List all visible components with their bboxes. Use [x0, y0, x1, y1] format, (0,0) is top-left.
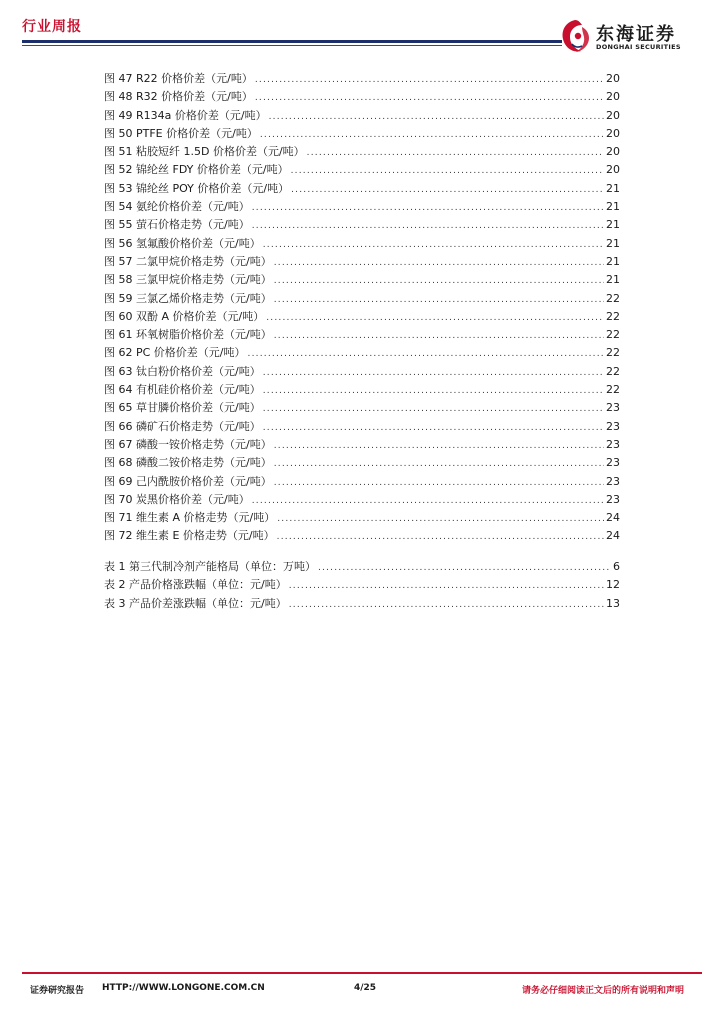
toc-figure-entry-page-number: 20	[606, 126, 620, 140]
dot-leader	[291, 181, 604, 199]
company-logo	[556, 18, 706, 58]
toc-figure-entry[interactable]	[104, 107, 620, 125]
toc-figure-entry[interactable]	[104, 491, 620, 509]
toc-figure-entry-page-number: 21	[606, 200, 620, 214]
toc-figure-entry-page-number: 20	[606, 90, 620, 104]
toc-figure-entry-page-number: 23	[606, 492, 620, 506]
toc-figure-entry-label: 图 67 磷酸一铵价格走势（元/吨）	[104, 437, 272, 451]
dot-leader	[260, 126, 604, 144]
footer-report-type: 证券研究报告	[30, 986, 85, 996]
dot-leader	[263, 382, 604, 400]
toc-figure-entry-page-number: 22	[606, 328, 620, 342]
dot-leader	[289, 596, 604, 614]
toc-figure-entry[interactable]	[104, 198, 620, 216]
toc-figure-entry[interactable]	[104, 344, 620, 362]
dot-leader	[263, 364, 604, 382]
toc-table-entry-page-number: 6	[613, 560, 620, 573]
toc-table-entry[interactable]	[104, 576, 620, 594]
dot-leader	[263, 419, 604, 437]
toc-figure-entry-page-number: 20	[606, 72, 620, 85]
toc-figure-entry[interactable]	[104, 308, 620, 326]
toc-figure-entry-label: 图 60 双酚 A 价格价差（元/吨）	[104, 309, 265, 323]
toc-figure-entry-label: 图 70 炭黑价格价差（元/吨）	[104, 492, 250, 506]
toc-figure-entry[interactable]	[104, 363, 620, 381]
dot-leader	[277, 510, 604, 528]
report-type-tag: 行业周报	[22, 19, 82, 35]
toc-figure-entry-page-number: 21	[606, 254, 620, 268]
toc-figure-entry[interactable]	[104, 509, 620, 527]
dot-leader	[274, 254, 604, 272]
toc-figure-entry-page-number: 24	[606, 511, 620, 525]
toc-figure-entry[interactable]	[104, 381, 620, 399]
toc-figure-entry-page-number: 23	[606, 437, 620, 451]
footer-disclaimer: 请务必仔细阅读正文后的所有说明和声明	[522, 986, 685, 996]
toc-figure-entry[interactable]	[104, 161, 620, 179]
footer-rule	[22, 972, 702, 974]
toc-figure-entry-label: 图 72 维生素 E 价格走势（元/吨）	[104, 529, 275, 543]
toc-figure-entry[interactable]	[104, 326, 620, 344]
toc-figure-entry-page-number: 21	[606, 218, 620, 232]
dot-leader	[274, 437, 604, 455]
footer-page-number: 4/25	[354, 983, 377, 993]
toc-figure-entry-page-number: 23	[606, 419, 620, 433]
toc-figure-entry-label: 图 71 维生素 A 价格走势（元/吨）	[104, 511, 276, 525]
toc-figure-entry-page-number: 23	[606, 456, 620, 470]
dot-leader	[263, 400, 604, 418]
dot-leader	[252, 217, 604, 235]
toc-figure-entry[interactable]	[104, 271, 620, 289]
toc-figure-entry-label: 图 61 环氧树脂价格价差（元/吨）	[104, 328, 272, 342]
toc-table-entry-label: 表 3 产品价差涨跌幅（单位：元/吨）	[104, 596, 287, 610]
header-rule-red	[22, 45, 562, 46]
footer-website-link[interactable]: HTTP://WWW.LONGONE.COM.CN	[102, 983, 265, 993]
toc-figure-entry-label: 图 59 三氯乙烯价格走势（元/吨）	[104, 291, 272, 305]
toc-figure-entry-label: 图 54 氨纶价格价差（元/吨）	[104, 200, 250, 214]
dot-leader	[274, 291, 604, 309]
toc-figure-entry-label: 图 62 PC 价格价差（元/吨）	[104, 346, 246, 360]
figure-index	[104, 70, 620, 546]
dot-leader	[255, 71, 604, 89]
dragon-seal-logo-icon	[558, 18, 592, 56]
toc-figure-entry-page-number: 22	[606, 346, 620, 360]
toc-figure-entry[interactable]	[104, 88, 620, 106]
dot-leader	[252, 492, 604, 510]
toc-figure-entry[interactable]	[104, 125, 620, 143]
toc-figure-entry-page-number: 21	[606, 273, 620, 287]
toc-figure-entry-label: 图 47 R22 价格价差（元/吨）	[104, 72, 253, 85]
header-rule-navy	[22, 40, 562, 43]
toc-figure-entry[interactable]	[104, 290, 620, 308]
toc-figure-entry-label: 图 66 磷矿石价格走势（元/吨）	[104, 419, 261, 433]
toc-table-entry-label: 表 1 第三代制冷剂产能格局（单位：万吨）	[104, 560, 316, 573]
toc-figure-entry-page-number: 24	[606, 529, 620, 543]
toc-figure-entry[interactable]	[104, 216, 620, 234]
dot-leader	[252, 199, 604, 217]
toc-table-entry-page-number: 13	[606, 596, 620, 610]
toc-figure-entry-page-number: 22	[606, 383, 620, 397]
toc-figure-entry-page-number: 20	[606, 163, 620, 177]
toc-table-entry-label: 表 2 产品价格涨跌幅（单位：元/吨）	[104, 578, 287, 592]
dot-leader	[266, 309, 604, 327]
toc-figure-entry[interactable]	[104, 235, 620, 253]
toc-figure-entry-label: 图 69 己内酰胺价格价差（元/吨）	[104, 474, 272, 488]
toc-figure-entry[interactable]	[104, 399, 620, 417]
dot-leader	[274, 474, 604, 492]
dot-leader	[291, 162, 604, 180]
toc-figure-entry-page-number: 23	[606, 474, 620, 488]
dot-leader	[318, 559, 611, 577]
toc-figure-entry[interactable]	[104, 473, 620, 491]
dot-leader	[274, 455, 604, 473]
toc-figure-entry[interactable]	[104, 418, 620, 436]
toc-figure-entry-label: 图 56 氢氟酸价格价差（元/吨）	[104, 236, 261, 250]
dot-leader	[307, 144, 604, 162]
toc-figure-entry-page-number: 20	[606, 145, 620, 159]
dot-leader	[277, 528, 604, 546]
toc-figure-entry-label: 图 57 二氯甲烷价格走势（元/吨）	[104, 254, 272, 268]
toc-figure-entry-label: 图 53 锦纶丝 POY 价格价差（元/吨）	[104, 181, 290, 195]
logo-english-name: DONGHAI SECURITIES	[596, 43, 681, 51]
toc-figure-entry-label: 图 49 R134a 价格价差（元/吨）	[104, 108, 267, 122]
toc-table-entry[interactable]	[104, 558, 620, 576]
toc-figure-entry-page-number: 20	[606, 108, 620, 122]
toc-figure-entry-page-number: 21	[606, 236, 620, 250]
toc-figure-entry-label: 图 55 萤石价格走势（元/吨）	[104, 218, 250, 232]
toc-figure-entry[interactable]	[104, 454, 620, 472]
toc-figure-entry-label: 图 63 钛白粉价格价差（元/吨）	[104, 364, 261, 378]
dot-leader	[274, 272, 604, 290]
toc-table-entry-page-number: 12	[606, 578, 620, 592]
toc-figure-entry-label: 图 65 草甘膦价格价差（元/吨）	[104, 401, 261, 415]
toc-figure-entry-label: 图 48 R32 价格价差（元/吨）	[104, 90, 253, 104]
toc-figure-entry-label: 图 52 锦纶丝 FDY 价格价差（元/吨）	[104, 163, 289, 177]
toc-figure-entry[interactable]	[104, 527, 620, 545]
toc-figure-entry-page-number: 22	[606, 364, 620, 378]
toc-table-entry[interactable]	[104, 595, 620, 613]
toc-figure-entry-label: 图 64 有机硅价格价差（元/吨）	[104, 383, 261, 397]
toc-figure-entry[interactable]	[104, 253, 620, 271]
dot-leader	[269, 108, 604, 126]
dot-leader	[255, 89, 604, 107]
dot-leader	[289, 577, 604, 595]
toc-figure-entry-label: 图 68 磷酸二铵价格走势（元/吨）	[104, 456, 272, 470]
toc-figure-entry-label: 图 58 三氯甲烷价格走势（元/吨）	[104, 273, 272, 287]
dot-leader	[263, 236, 604, 254]
toc-figure-entry-page-number: 22	[606, 291, 620, 305]
toc-figure-entry-label: 图 50 PTFE 价格价差（元/吨）	[104, 126, 258, 140]
dot-leader	[274, 327, 604, 345]
toc-figure-entry[interactable]	[104, 143, 620, 161]
toc-figure-entry[interactable]	[104, 180, 620, 198]
toc-figure-entry-page-number: 23	[606, 401, 620, 415]
toc-figure-entry[interactable]	[104, 70, 620, 88]
toc-figure-entry[interactable]	[104, 436, 620, 454]
logo-chinese-name: 东海证券	[596, 24, 676, 45]
toc-figure-entry-label: 图 51 粘胶短纤 1.5D 价格价差（元/吨）	[104, 145, 305, 159]
toc-figure-entry-page-number: 22	[606, 309, 620, 323]
dot-leader	[248, 345, 604, 363]
table-index	[104, 558, 620, 613]
toc-figure-entry-page-number: 21	[606, 181, 620, 195]
